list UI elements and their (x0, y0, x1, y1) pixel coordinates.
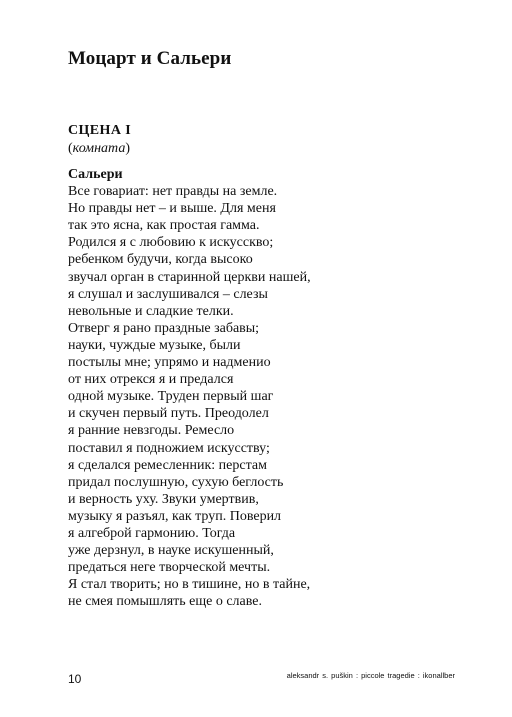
verse-line: Но правды нет – и выше. Для меня (68, 201, 276, 217)
running-footer: aleksandr s. puškin : piccole tragedie : ikonallber (286, 671, 455, 680)
verse-line: Я стал творить; но в тишине, но в тайне, (68, 577, 311, 593)
page-number: 10 (68, 672, 82, 686)
verse-line: я ранние невзгоды. Ремесло (68, 423, 235, 439)
verse-lines (68, 183, 311, 610)
verse-line: так это ясна, как простая гамма. (68, 218, 260, 234)
verse-line: Все говариат: нет правды на земле. (68, 184, 278, 200)
verse-line: и верность уху. Звуки умертвив, (68, 491, 259, 507)
verse-line: я слушал и заслушивался – слезы (68, 286, 268, 302)
verse-line: невольные и сладкие телки. (68, 303, 234, 319)
speech-block (68, 166, 311, 610)
verse-line: науки, чуждые музыке, были (68, 337, 241, 353)
verse-line: постылы мне; упрямо и надменио (68, 355, 271, 371)
verse-line: от них отрекся я и предался (68, 372, 234, 388)
verse-line: ребенком будучи, когда высоко (68, 252, 253, 268)
verse-line: я алгеброй гармонию. Тогда (68, 525, 236, 541)
stage-direction-text: комната (72, 141, 126, 156)
page-title: Моцарт и Сальери (68, 48, 232, 69)
verse-line: поставил я подножием искусству; (68, 440, 270, 456)
stage-direction-open-paren: ( (68, 141, 73, 156)
verse-line: звучал орган в старинной церкви нашей, (68, 269, 311, 285)
verse-line: одной музыке. Труден первый шаг (68, 389, 274, 405)
scene-header (68, 122, 131, 158)
verse-line: предаться неге творческой мечты. (68, 560, 271, 576)
verse-line: придал послушную, сухую беглость (68, 474, 284, 490)
stage-direction (68, 140, 131, 158)
speaker-name: Сальери (68, 167, 123, 182)
verse-line: Отверг я рано праздные забавы; (68, 320, 260, 336)
verse-line: я сделался ремесленник: перстам (68, 457, 267, 473)
verse-line: музыку я разъял, как труп. Поверил (68, 508, 282, 524)
verse-line: не смея помышлять еще о славе. (68, 594, 262, 610)
scene-heading: СЦЕНА I (68, 123, 132, 138)
stage-direction-close-paren: ) (125, 141, 130, 156)
verse-line: Родился я с любовию к искусскво; (68, 235, 274, 251)
page-footer (0, 668, 512, 688)
verse-line: уже дерзнул, в науке искушенный, (68, 543, 274, 559)
verse-line: и скучен первый путь. Преодолел (68, 406, 269, 422)
